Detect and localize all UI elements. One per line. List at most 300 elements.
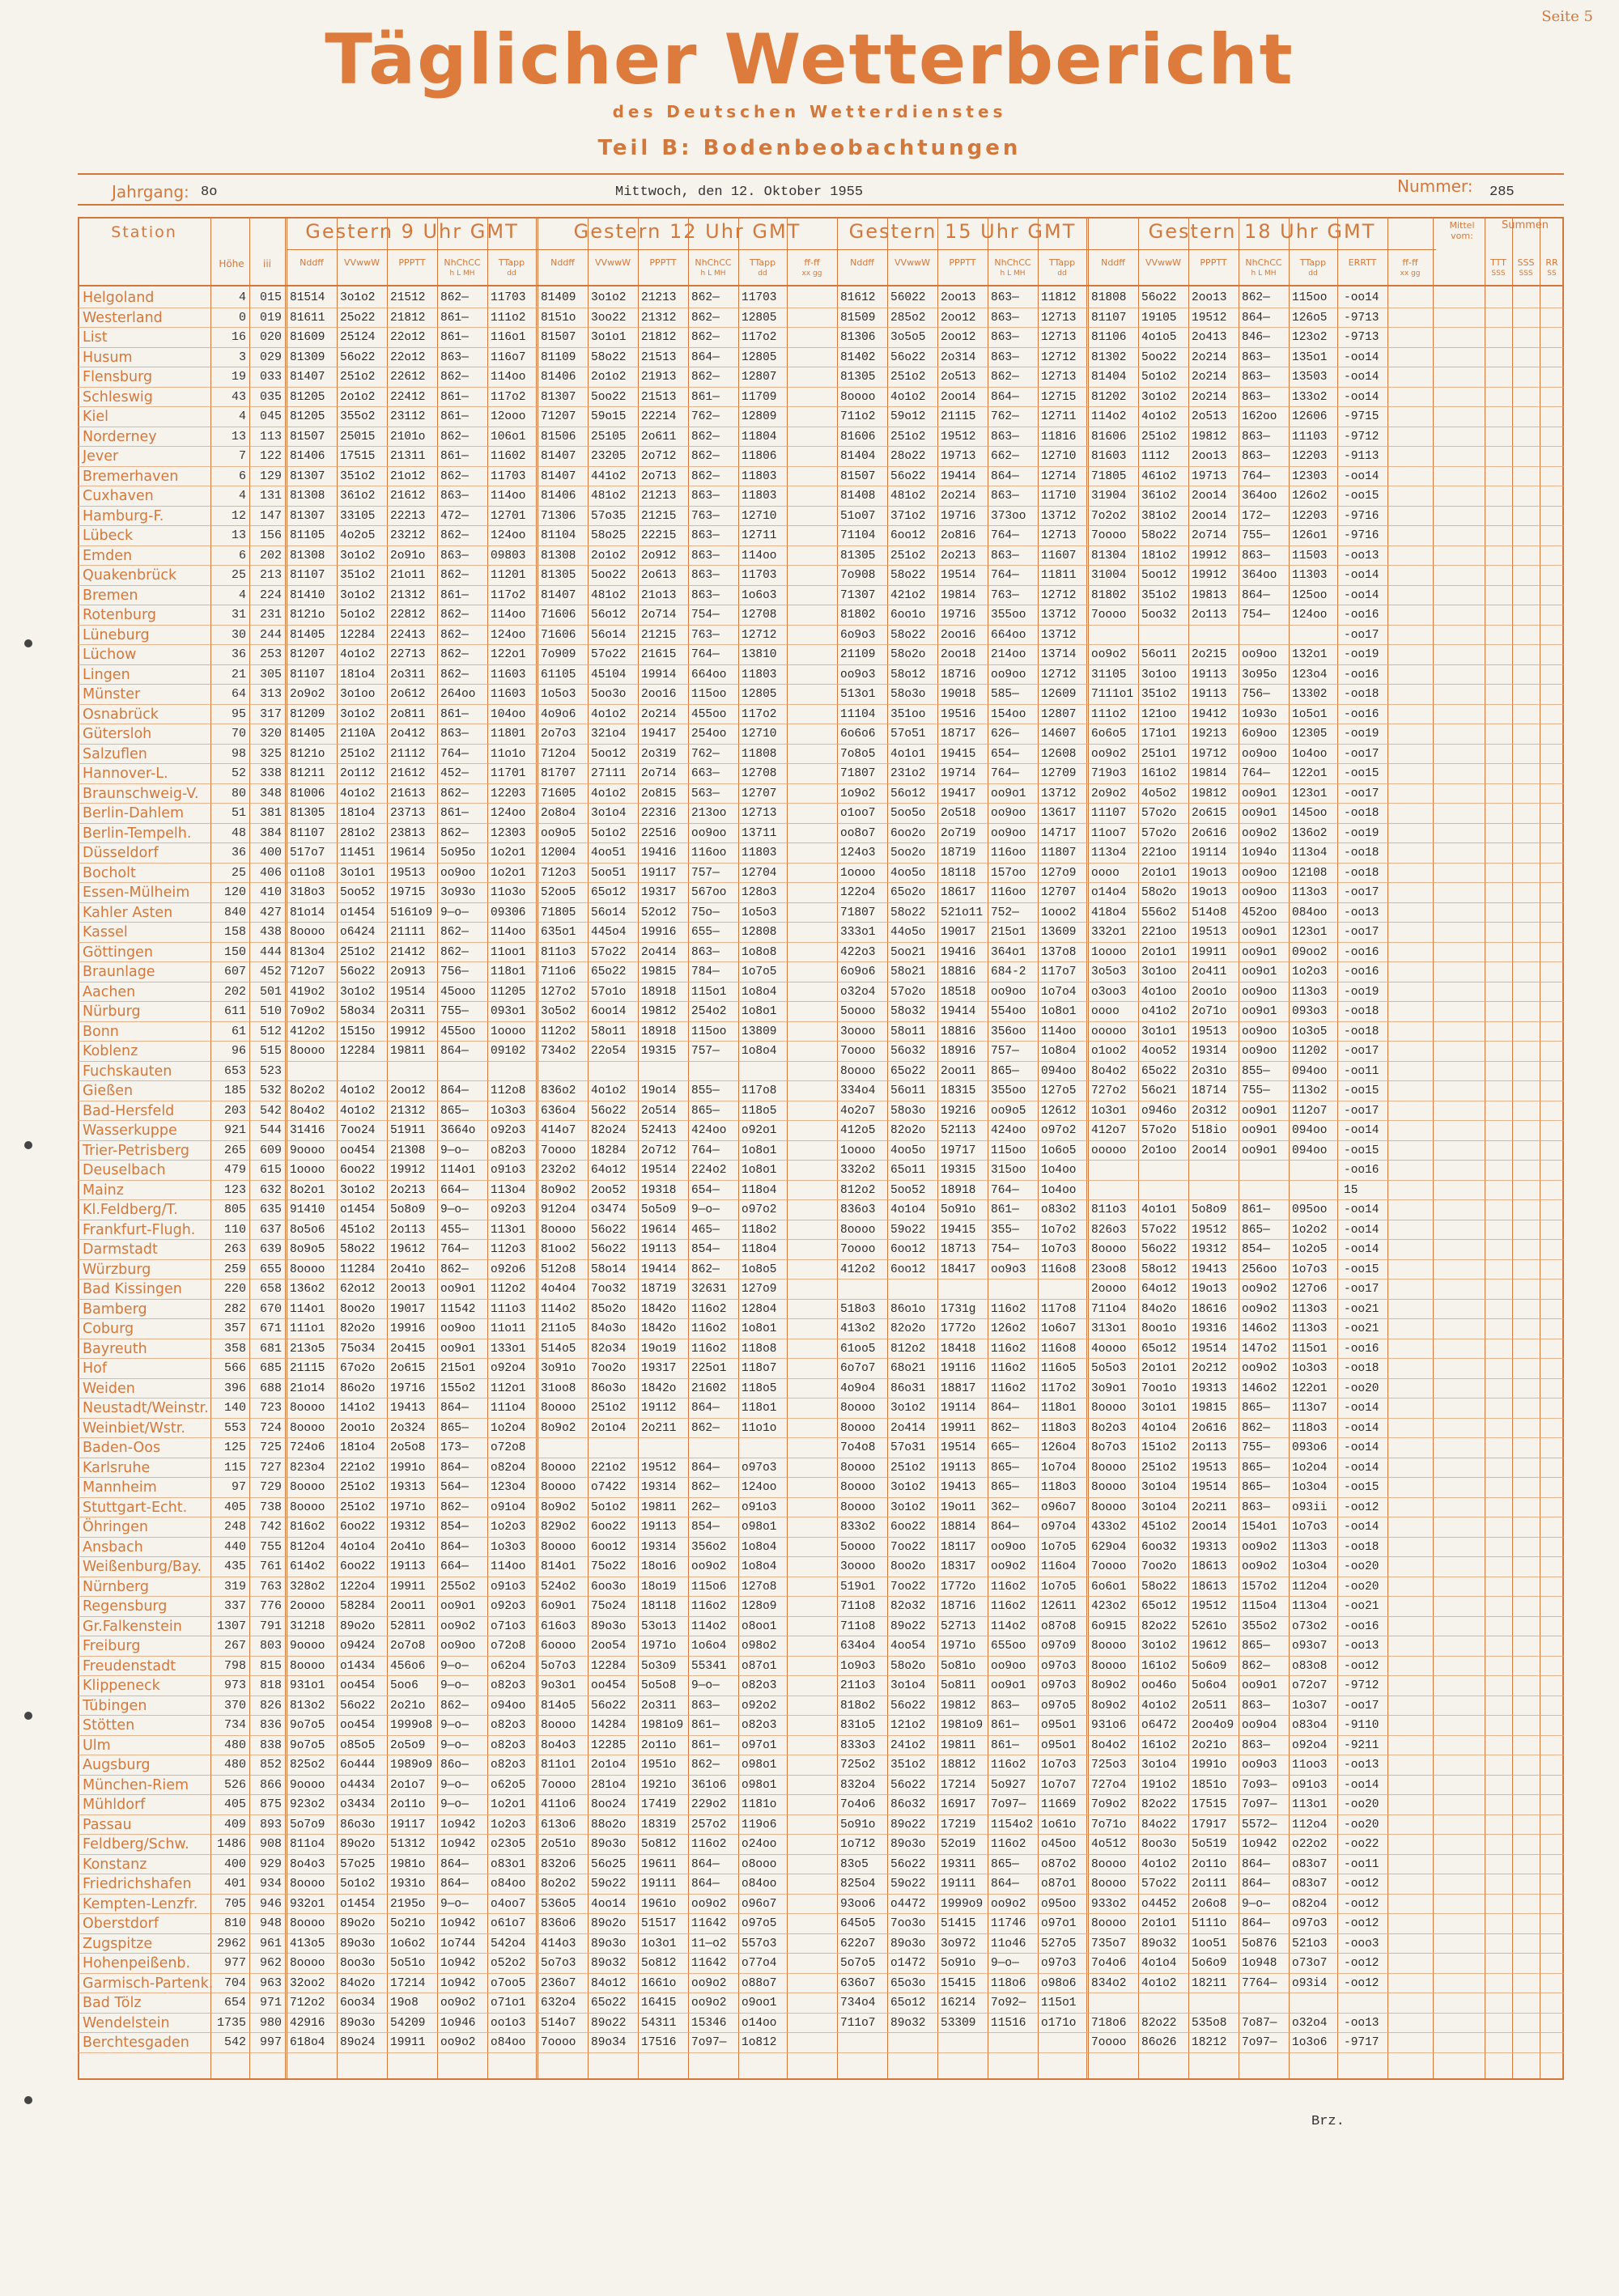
obs-cell: o97o1 (742, 1738, 777, 1752)
obs-cell: 355o2 (340, 410, 376, 423)
obs-cell: 8o2o3 (1091, 1421, 1127, 1435)
station-name: Hof (83, 1360, 108, 1377)
station-index: 738 (259, 1500, 282, 1514)
errtt-cell: -oo19 (1344, 826, 1379, 840)
obs-cell: 116oo (991, 886, 1026, 899)
obs-cell: 115oo (691, 688, 727, 701)
obs-cell: 455oo (691, 707, 727, 721)
obs-cell: 764— (691, 648, 720, 661)
obs-cell: o1434 (340, 1659, 376, 1673)
col-header-errtt: ERRTT (1348, 257, 1377, 268)
errtt-cell: -oo17 (1344, 1104, 1379, 1118)
col-header-hoehe: Höhe (219, 258, 244, 269)
obs-cell: oo9oo (691, 826, 727, 840)
obs-cell: 75o34 (340, 1342, 376, 1356)
obs-cell: 1o8o8 (742, 945, 777, 959)
obs-cell: 115oo (991, 1144, 1026, 1157)
grid-line (937, 217, 938, 2080)
station-name: Neustadt/Weinstr. (83, 1400, 209, 1416)
obs-cell: 863— (991, 490, 1019, 503)
obs-cell: 09102 (491, 1045, 526, 1058)
obs-cell: 81305 (840, 371, 876, 384)
obs-cell: 19414 (941, 1005, 976, 1018)
obs-cell: 2o312 (1192, 1104, 1227, 1118)
obs-cell: 755— (1242, 1084, 1270, 1097)
obs-cell: 56o11 (890, 1084, 926, 1097)
obs-cell: 931o1 (290, 1679, 325, 1692)
obs-cell: 1921o (641, 1778, 677, 1792)
obs-cell: 127o6 (1292, 1283, 1328, 1296)
obs-cell: 1o942 (1242, 1838, 1277, 1851)
obs-cell: 117o2 (742, 331, 777, 344)
obs-cell: 1o4oo (1041, 1183, 1077, 1197)
obs-cell: 19216 (941, 1104, 976, 1118)
obs-cell: 111o2 (1091, 707, 1127, 721)
obs-cell: 094oo (1292, 1064, 1328, 1078)
obs-cell: 88o2o (591, 1818, 627, 1831)
col-header-ttt-sub: SSS (1491, 269, 1506, 278)
obs-cell: 7o908 (840, 569, 876, 582)
obs-cell: 114o2 (1091, 410, 1127, 423)
obs-cell: 11801 (491, 728, 526, 741)
obs-cell: 465— (691, 1223, 720, 1237)
obs-cell: 58o22 (340, 1243, 376, 1256)
obs-cell: 12608 (1041, 747, 1077, 761)
obs-cell: 5oooo (840, 1540, 876, 1554)
obs-cell: 5o812 (641, 1838, 677, 1851)
errtt-cell: -oo18 (1344, 688, 1379, 701)
obs-cell: 7oooo (840, 1045, 876, 1058)
station-height: 653 (223, 1063, 246, 1078)
obs-cell: 255o2 (440, 1580, 476, 1594)
obs-cell: 5161o9 (390, 906, 433, 919)
station-name: Essen-Mülheim (83, 885, 190, 901)
obs-cell: 527o5 (1041, 1937, 1077, 1950)
obs-cell: 8oooo (840, 1421, 876, 1435)
obs-cell: 481o2 (591, 588, 627, 602)
obs-cell: 665— (991, 1441, 1019, 1454)
obs-cell: 257o2 (691, 1818, 727, 1831)
obs-cell: 862— (440, 648, 469, 661)
obs-cell: 373oo (991, 509, 1026, 523)
col-header-vvwww: VVwwW (595, 257, 631, 268)
obs-cell: 1o4oo (1041, 1164, 1077, 1177)
obs-cell: 65o12 (591, 886, 627, 899)
obs-cell: 81407 (290, 371, 325, 384)
grid-line (437, 217, 438, 2080)
obs-cell: 181o2 (1141, 549, 1177, 562)
obs-cell: 215o1 (440, 1362, 476, 1375)
obs-cell: 57o22 (1141, 1878, 1177, 1891)
station-height: 566 (223, 1361, 246, 1375)
obs-cell: 12713 (742, 807, 777, 820)
obs-cell: 7oo2o (1141, 1560, 1177, 1573)
station-index: 724 (259, 1420, 282, 1435)
col-header-ppptt: PPPTT (949, 257, 976, 268)
obs-cell: 855— (691, 1084, 720, 1097)
obs-cell: 18418 (941, 1342, 976, 1356)
station-index: 147 (259, 508, 282, 523)
obs-cell: 71307 (840, 588, 876, 602)
obs-cell: 58o2o (890, 648, 926, 661)
obs-cell: 2o319 (641, 747, 677, 761)
station-index: 815 (259, 1658, 282, 1673)
obs-cell: 862— (440, 291, 469, 304)
station-index: 020 (259, 330, 282, 344)
obs-cell: 1o942 (440, 1917, 476, 1930)
obs-cell: 11703 (491, 469, 526, 483)
obs-cell: o92o4 (491, 1362, 526, 1375)
obs-cell: 155o2 (440, 1381, 476, 1395)
obs-cell: 19o14 (641, 1084, 677, 1097)
obs-cell: 862— (440, 826, 469, 840)
obs-cell: 19113 (390, 1560, 426, 1573)
obs-cell: 862— (440, 371, 469, 384)
obs-cell: 16415 (641, 1997, 677, 2010)
obs-cell: 19114 (1192, 847, 1227, 859)
obs-cell: o11o8 (290, 866, 325, 880)
obs-cell: 862— (1242, 1659, 1270, 1673)
obs-cell: o82o3 (742, 1679, 777, 1692)
obs-cell: o9oo1 (742, 1997, 777, 2010)
obs-cell: 61oo5 (840, 1342, 876, 1356)
station-index: 763 (259, 1579, 282, 1594)
obs-cell: 84o12 (591, 1976, 627, 1990)
grid-line (1188, 217, 1189, 2080)
obs-cell: 21312 (390, 1104, 426, 1118)
obs-cell: 114o2 (691, 1619, 727, 1633)
obs-cell: 12612 (1041, 1104, 1077, 1118)
obs-cell: 5o6o9 (1192, 1957, 1227, 1970)
obs-cell: 422o3 (840, 945, 876, 959)
obs-cell: o3oo3 (1091, 985, 1127, 999)
obs-cell: 4o1o2 (591, 707, 627, 721)
obs-cell: 13712 (1041, 628, 1077, 642)
obs-cell: 157oo (991, 866, 1026, 880)
obs-cell: 19614 (641, 1223, 677, 1237)
station-height: 2962 (216, 1936, 246, 1950)
obs-cell: 19612 (390, 1243, 426, 1256)
errtt-cell: -9717 (1344, 2036, 1379, 2049)
obs-cell: 2o71o (1192, 1005, 1227, 1018)
obs-cell: 127o5 (1041, 1084, 1077, 1097)
station-index: 725 (259, 1441, 282, 1454)
obs-cell: 13712 (1041, 609, 1077, 622)
obs-cell: 1o94o (1242, 847, 1277, 859)
obs-cell: 19415 (941, 747, 976, 761)
station-name: Öhringen (83, 1519, 148, 1535)
obs-cell: 121o2 (890, 1719, 926, 1732)
obs-cell: 52o19 (941, 1838, 976, 1851)
obs-cell: 863— (991, 311, 1019, 325)
obs-cell: 2o514 (641, 1104, 677, 1118)
obs-cell: 328o2 (290, 1580, 325, 1594)
obs-cell: 116o2 (991, 1600, 1026, 1613)
station-height: 115 (223, 1460, 246, 1475)
errtt-cell: -oo15 (1344, 767, 1379, 780)
station-name: Konstanz (83, 1856, 147, 1873)
errtt-cell: -9716 (1344, 529, 1379, 542)
obs-cell: 112o4 (1292, 1818, 1328, 1831)
obs-cell: 81306 (840, 331, 876, 344)
errtt-cell: -oo15 (1344, 1481, 1379, 1494)
obs-cell: 7o9o2 (1091, 1798, 1127, 1811)
obs-cell: 19416 (941, 945, 976, 959)
obs-cell: 711o7 (840, 2016, 876, 2030)
obs-cell: 5o927 (991, 1778, 1026, 1792)
obs-cell: 833o2 (840, 1521, 876, 1534)
station-height: 611 (223, 1004, 246, 1018)
station-name: Mühldorf (83, 1797, 146, 1813)
obs-cell: 865— (691, 1104, 720, 1118)
obs-cell: 111o1 (290, 1322, 325, 1335)
obs-cell: 118o1 (742, 1402, 777, 1415)
station-height: 13 (231, 528, 246, 542)
date-line: Mittwoch, den 12. Oktober 1955 (615, 185, 864, 200)
obs-cell: 115o4 (1242, 1600, 1277, 1613)
obs-cell: 727o4 (1091, 1778, 1127, 1792)
obs-cell: 81407 (541, 469, 576, 483)
obs-cell: 2o21o (390, 1699, 426, 1712)
obs-cell: 122o1 (1292, 767, 1328, 780)
grid-line (387, 217, 388, 2080)
obs-cell: 81205 (290, 390, 325, 404)
obs-cell: 81514 (290, 291, 325, 304)
obs-cell: 52713 (941, 1619, 976, 1633)
station-height: 4 (238, 588, 246, 602)
obs-cell: 862— (691, 430, 720, 443)
obs-cell: 61105 (541, 668, 576, 681)
obs-cell: o23o5 (491, 1838, 526, 1851)
obs-cell: 865— (991, 1461, 1019, 1475)
obs-cell: 2o9o2 (1091, 787, 1127, 800)
obs-cell: oo9o1 (1242, 926, 1277, 939)
obs-cell: 1o946 (440, 2016, 476, 2030)
obs-cell: 65o12 (1141, 1342, 1177, 1356)
errtt-cell: -oo18 (1344, 1005, 1379, 1018)
obs-cell: oo9o1 (440, 1342, 476, 1356)
obs-cell: 3o91o (541, 1362, 576, 1375)
obs-cell: o95o1 (1041, 1738, 1077, 1752)
obs-cell: 1991o (1192, 1759, 1227, 1772)
obs-cell: 2o513 (941, 371, 976, 384)
station-index: 406 (259, 865, 282, 880)
grid-line (787, 217, 788, 2080)
station-index: 029 (259, 350, 282, 364)
obs-cell: 57o2o (1141, 826, 1177, 840)
obs-cell: 23212 (390, 529, 426, 542)
obs-cell: 1842o (641, 1322, 677, 1335)
obs-cell: 124oo (491, 628, 526, 642)
obs-cell: 18319 (641, 1818, 677, 1831)
obs-cell: 22316 (641, 807, 677, 820)
col-header-station: Station (111, 223, 177, 241)
station-index: 934 (259, 1877, 282, 1891)
header-rule-bottom (78, 204, 1564, 206)
obs-cell: 4oo14 (591, 1897, 627, 1911)
obs-cell: 863— (691, 569, 720, 582)
errtt-cell: -oo18 (1344, 1362, 1379, 1375)
obs-cell: 126o2 (1292, 490, 1328, 503)
obs-cell: 472— (440, 509, 469, 523)
obs-cell: 81707 (541, 767, 576, 780)
obs-cell: 5o1o2 (591, 1500, 627, 1514)
obs-cell: 3o1o2 (1141, 1640, 1177, 1653)
obs-cell: 81305 (541, 569, 576, 582)
obs-cell: 12715 (1041, 390, 1077, 404)
obs-cell: 1o2o4 (491, 1421, 526, 1435)
obs-cell: 8o5o6 (290, 1223, 325, 1237)
obs-cell: 2o8o4 (541, 807, 576, 820)
station-name: Coburg (83, 1321, 134, 1337)
obs-cell: 4o1o4 (890, 1203, 926, 1216)
obs-cell: 5o1o2 (591, 826, 627, 840)
obs-cell: 9o3o1 (541, 1679, 576, 1692)
obs-cell: 52113 (941, 1124, 976, 1137)
station-index: 317 (259, 707, 282, 721)
obs-cell: o96o7 (1041, 1500, 1077, 1514)
obs-cell: 524o2 (541, 1580, 576, 1594)
obs-cell: 127o9 (1041, 866, 1077, 880)
grid-line (487, 217, 488, 2080)
obs-cell: 81506 (541, 430, 576, 443)
obs-cell: 19213 (1192, 728, 1227, 741)
obs-cell: 154o1 (1242, 1521, 1277, 1534)
obs-cell: 634o4 (840, 1640, 876, 1653)
station-index: 729 (259, 1480, 282, 1494)
obs-cell: 12284 (340, 628, 376, 642)
obs-cell: 864— (1242, 1857, 1270, 1871)
obs-cell: 11642 (691, 1917, 727, 1930)
errtt-cell: -oo14 (1344, 1421, 1379, 1435)
obs-cell: 3o1o4 (890, 1679, 926, 1692)
obs-cell: 712o4 (541, 747, 576, 761)
obs-cell: 1o2o5 (1292, 1243, 1328, 1256)
obs-cell: 455oo (440, 1025, 476, 1038)
obs-cell: 351o2 (1141, 588, 1177, 602)
obs-cell: o946o (1141, 1104, 1177, 1118)
station-name: Garmisch-Partenk. (83, 1975, 214, 1992)
obs-cell: 2o616 (1192, 826, 1227, 840)
obs-cell: 862— (691, 371, 720, 384)
errtt-cell: -oo14 (1344, 350, 1379, 364)
station-index: 838 (259, 1738, 282, 1752)
obs-cell: 864— (691, 1402, 720, 1415)
obs-cell: 89o32 (591, 1957, 627, 1970)
errtt-cell: -oo17 (1344, 1283, 1379, 1296)
obs-cell: o1454 (340, 1897, 376, 1911)
obs-cell: 251o2 (1141, 430, 1177, 443)
errtt-cell: -oo16 (1344, 945, 1379, 959)
obs-cell: 221oo (1141, 926, 1177, 939)
obs-cell: 863— (691, 945, 720, 959)
obs-cell: 114oo (491, 609, 526, 622)
obs-cell: 116o2 (691, 1322, 727, 1335)
col-header-ffff-sub: xx gg (801, 269, 822, 278)
obs-cell: 114oo (491, 371, 526, 384)
obs-cell: 7oooo (1091, 2036, 1127, 2049)
obs-cell: 461o2 (1141, 469, 1177, 483)
obs-cell: 2o214 (941, 490, 976, 503)
obs-cell: oo9o3 (840, 668, 876, 681)
obs-cell: 9oooo (290, 1778, 325, 1792)
obs-cell: 355oo (991, 609, 1026, 622)
station-index: 866 (259, 1777, 282, 1792)
obs-cell: 4o2o7 (840, 1104, 876, 1118)
obs-cell: 18716 (941, 1600, 976, 1613)
obs-cell: 19313 (390, 1481, 426, 1494)
obs-cell: 6oooo (541, 1640, 576, 1653)
obs-cell: 863— (1242, 1738, 1270, 1752)
obs-cell: 865— (440, 1104, 469, 1118)
obs-cell: 11oo1 (491, 945, 526, 959)
station-name: Tübingen (83, 1697, 147, 1714)
obs-cell: o97o3 (1041, 1679, 1077, 1692)
obs-cell: 8oooo (290, 1045, 325, 1058)
obs-cell: 19312 (390, 1521, 426, 1534)
errtt-cell: -oo18 (1344, 866, 1379, 880)
obs-cell: 11o1o (742, 1421, 777, 1435)
obs-cell: 58o3o (890, 688, 926, 701)
station-index: 893 (259, 1817, 282, 1831)
obs-cell: 762— (691, 747, 720, 761)
obs-cell: oo9o2 (691, 1560, 727, 1573)
obs-cell: 22516 (641, 826, 677, 840)
obs-cell: 2oo13 (390, 1283, 426, 1296)
obs-cell: 332o2 (840, 1164, 876, 1177)
errtt-cell: -oo21 (1344, 1322, 1379, 1335)
station-index: 348 (259, 786, 282, 800)
obs-cell: oo9o1 (1242, 945, 1277, 959)
obs-cell: 172— (1242, 509, 1270, 523)
station-name: List (83, 329, 108, 346)
obs-cell: 13302 (1292, 688, 1328, 701)
obs-cell: 161o2 (1141, 1659, 1177, 1673)
obs-cell: 411o6 (541, 1798, 576, 1811)
station-name: Fuchskauten (83, 1063, 172, 1080)
station-height: 553 (223, 1420, 246, 1435)
obs-cell: 3o5o2 (541, 1005, 576, 1018)
obs-cell: 56o22 (890, 469, 926, 483)
obs-cell: 12710 (742, 728, 777, 741)
obs-cell: 863— (991, 350, 1019, 364)
obs-cell: 8oooo (290, 1878, 325, 1891)
errtt-cell: -oo21 (1344, 1600, 1379, 1613)
obs-cell: 764— (1242, 469, 1270, 483)
obs-cell: 764— (440, 1243, 469, 1256)
obs-cell: 89o32 (890, 2016, 926, 2030)
obs-cell: 8oooo (1091, 1481, 1127, 1494)
obs-cell: 3o1o2 (1141, 390, 1177, 404)
obs-cell: oo9o1 (1242, 787, 1277, 800)
obs-cell: 863— (991, 331, 1019, 344)
obs-cell: 2o213 (390, 1183, 426, 1197)
obs-cell: 56o22 (340, 966, 376, 978)
obs-cell: 6o9oo (1242, 728, 1277, 741)
obs-cell: 862— (691, 291, 720, 304)
obs-cell: 64o12 (1141, 1283, 1177, 1296)
obs-cell: 3oo22 (591, 311, 627, 325)
obs-cell: 7o4o8 (840, 1441, 876, 1454)
obs-cell: 67o2o (340, 1362, 376, 1375)
obs-cell: 12712 (1041, 588, 1077, 602)
obs-cell: 58o22 (591, 350, 627, 364)
obs-cell: 51o07 (840, 509, 876, 523)
obs-cell: 19716 (941, 609, 976, 622)
obs-cell: 12711 (1041, 410, 1077, 423)
obs-cell: 763— (691, 628, 720, 642)
obs-cell: 764— (691, 1144, 720, 1157)
